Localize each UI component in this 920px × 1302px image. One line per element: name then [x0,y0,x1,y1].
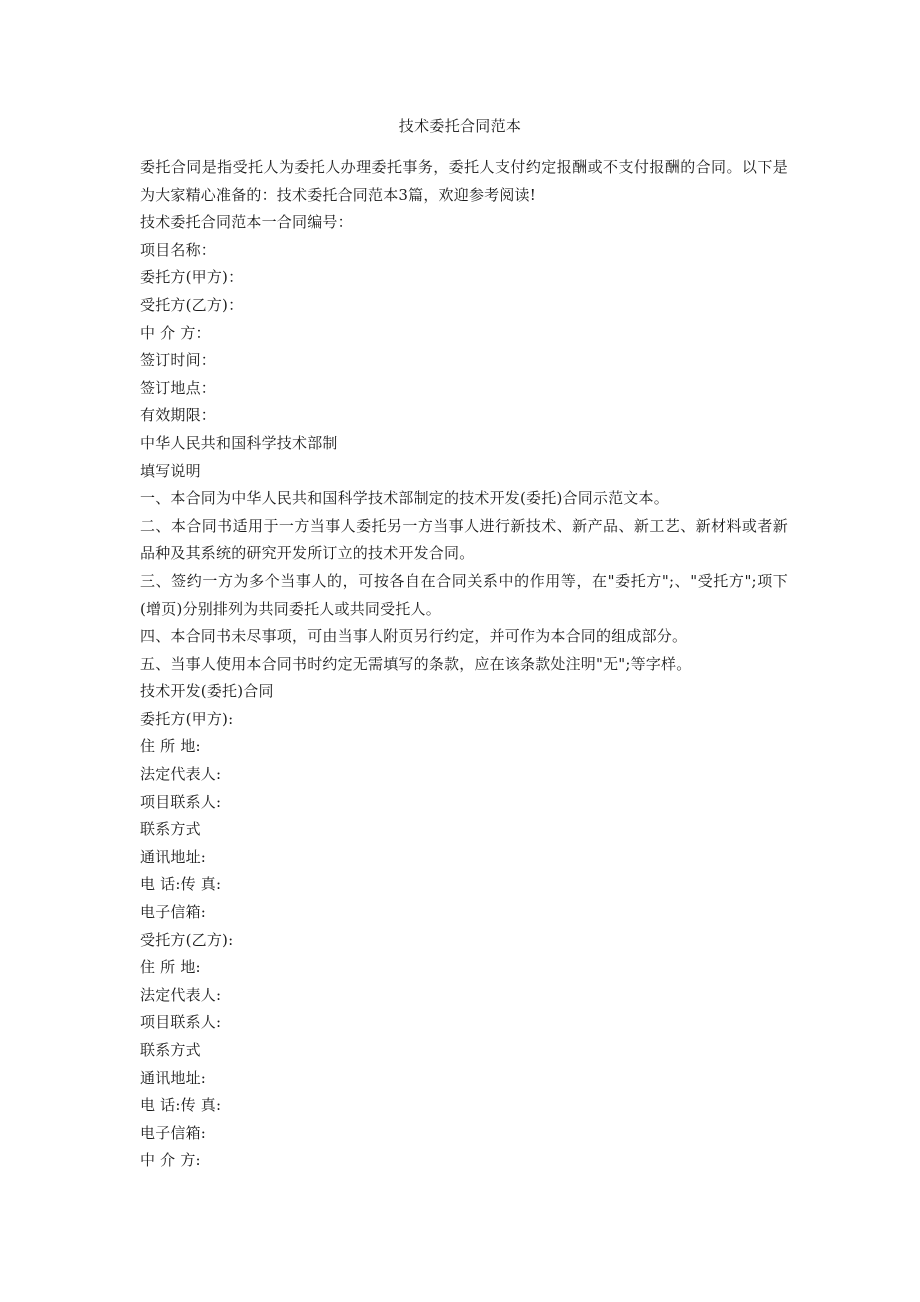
client-phone-fax-field: 电 话:传 真: [140,875,222,894]
project-name-line: 项目名称： [140,240,217,259]
client-contact-method-field: 联系方式 [140,820,201,839]
trustee-address-field: 住 所 地: [140,958,201,977]
trustee-phone-fax-field: 电 话:传 真: [140,1096,222,1115]
intermediary-field: 中 介 方: [140,1151,201,1170]
client-legal-rep-field: 法定代表人: [140,765,222,784]
client-party-field: 委托方(甲方): [140,709,234,728]
issuer-line: 中华人民共和国科学技术部制 [140,433,338,452]
validity-line: 有效期限： [140,406,217,425]
trustee-contact-method-field: 联系方式 [140,1041,201,1059]
trustee-legal-rep-field: 法定代表人: [140,985,222,1004]
trustee-party-line: 受托方(乙方)： [140,295,244,314]
client-address-field: 住 所 地: [140,737,201,756]
client-project-contact-field: 项目联系人: [140,792,222,811]
document-body [140,154,788,1175]
contract-heading: 技术开发(委托)合同 [140,682,274,701]
instruction-item-3: 三、签约一方为多个当事人的，可按各自在合同关系中的作用等，在"委托方";、"受托方";项下(增页)分别排列为共同委托人或共同受托人。 [140,571,788,618]
contract-number-line: 技术委托合同范本一合同编号： [140,213,353,232]
client-mailing-address-field: 通讯地址: [140,847,207,866]
trustee-project-contact-field: 项目联系人: [140,1013,222,1032]
intermediary-line: 中 介 方： [140,323,211,342]
signing-time-line: 签订时间： [140,351,217,370]
trustee-mailing-address-field: 通讯地址: [140,1068,207,1087]
document-title: 技术委托合同范本 [398,117,522,135]
client-email-field: 电子信箱: [140,903,207,922]
instruction-item-2: 二、本合同书适用于一方当事人委托另一方当事人进行新技术、新产品、新工艺、新材料或者新品种及其系统的研究开发所订立的技术开发合同。 [140,516,788,563]
instructions-heading: 填写说明 [140,461,201,480]
trustee-email-field: 电子信箱: [140,1123,207,1142]
trustee-party-field: 受托方(乙方): [140,930,234,949]
intro-paragraph: 委托合同是指受托人为委托人办理委托事务，委托人支付约定报酬或不支付报酬的合同。以下是为大家精心准备的：技术委托合同范本3篇，欢迎参考阅读! [140,158,788,204]
signing-place-line: 签订地点： [140,378,217,397]
instruction-item-1: 一、本合同为中华人民共和国科学技术部制定的技术开发(委托)合同示范文本。 [140,489,669,508]
instruction-item-5: 五、当事人使用本合同书时约定无需填写的条款，应在该条款处注明"无";等字样。 [140,654,692,673]
instruction-item-4: 四、本合同书未尽事项，可由当事人附页另行约定，并可作为本合同的组成部分。 [140,627,688,646]
client-party-line: 委托方(甲方)： [140,268,244,287]
